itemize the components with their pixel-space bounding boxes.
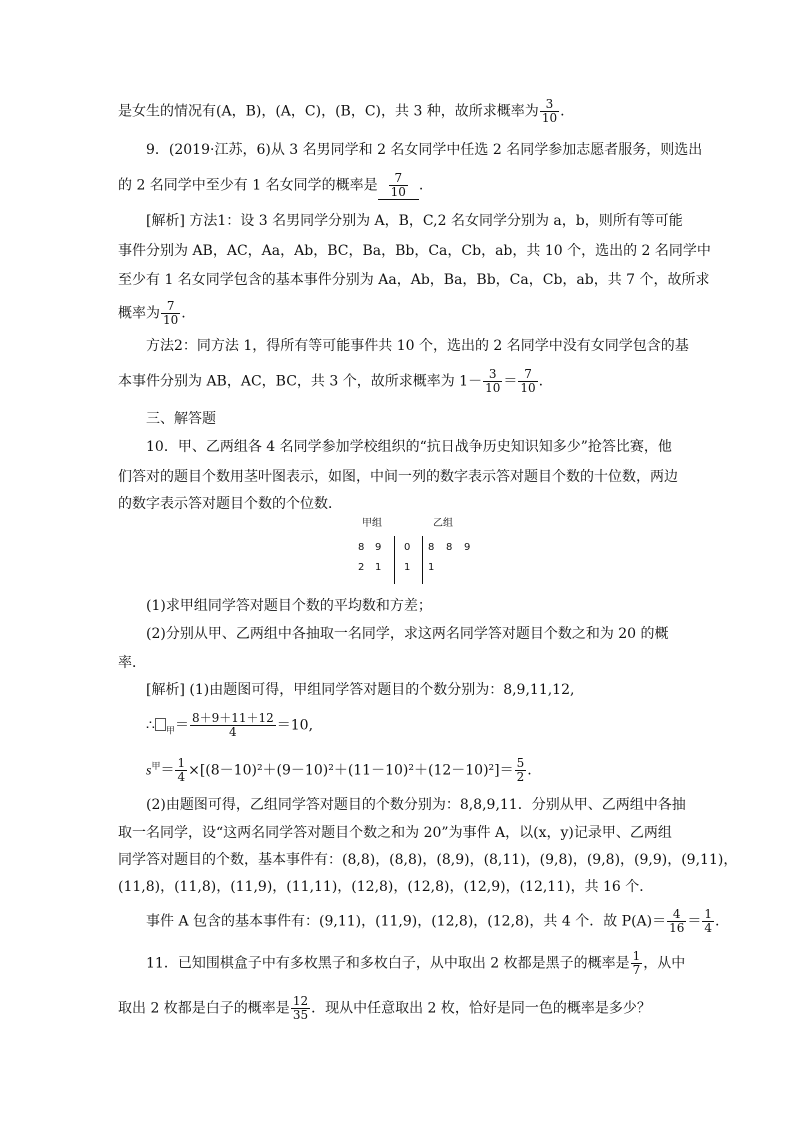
solution-9: [解析] 方法1：设 3 名男同学分别为 A，B，C,2 名女同学分别为 a，b，则所有等可能 <box>146 213 683 229</box>
solution-10-part-2: 取一名同学，设“这两名同学答对题目个数之和为 20”为事件 A，以(x，y)记录甲、乙两组 <box>118 825 672 841</box>
method-2: 本事件分别为 AB，AC，BC，共 3 个，故所求概率为 1－ $\frac{3}{10}$ ＝ $\frac{7}{10}$ . <box>118 367 544 395</box>
fraction: $\frac{7}{10}$ <box>163 299 179 327</box>
fraction: $\frac{1}{4}$ <box>177 756 186 785</box>
solution-9: 事件分别为 AB，AC，Aa，Ab，BC，Ba，Bb，Ca，Cb，ab，共 10 个，选出的 2 名同学中 <box>118 243 711 259</box>
fraction: $\frac{7}{10}$ <box>520 367 536 395</box>
fraction: $\frac{1}{7}$ <box>632 949 641 977</box>
answer-blank: $\frac{7}{10}$ <box>378 172 419 200</box>
leaf: 9 <box>375 542 382 553</box>
stem: 0 <box>404 542 411 553</box>
leaf: 1 <box>375 562 382 573</box>
question-10-part-1: (1)求甲组同学答对题目个数的平均数和方差； <box>146 598 432 614</box>
question-11: 11．已知围棋盒子中有多枚黑子和多枚白子，从中取出 2 枚都是黑子的概率是 $\frac{1}{7}$ ，从中 <box>146 949 686 977</box>
stem-and-leaf-diagram <box>340 514 500 584</box>
text: 是女生的情况有( <box>118 103 222 120</box>
fraction: $\frac{12}{35}$ <box>292 994 309 1022</box>
mean-formula: ∴ $_甲$＝ $\frac{8+9+11+12}{4}$ ＝10, <box>146 711 314 739</box>
solution-10-part-2: 同学答对题目的个数，基本事件有：(8,8)，(8,8)，(8,9)，(8,11)，(9,8)，(9,8)，(9,9)，(9,11)， <box>118 852 738 868</box>
solution-10-part-2: (2)由题图可得，乙组同学答对题目的个数分别为：8,8,9,11．分别从甲、乙两组中各抽 <box>146 797 686 813</box>
solution-10-part-2: (11,8)，(11,8)，(11,9)，(11,11)，(12,8)，(12,8)，(12,9)，(12,11)，共 16 个． <box>118 879 654 895</box>
fraction: $\frac{3}{10}$ <box>541 97 558 125</box>
leaf: 2 <box>358 562 365 573</box>
section-heading: 三、解答题 <box>146 411 216 427</box>
divider-line <box>394 536 395 584</box>
text: A，B)，(A，C)，(B，C)，共 3 种，故所求概率为 <box>221 103 539 120</box>
fraction: $\frac{4}{16}$ <box>669 907 685 935</box>
probability-result: 事件 A 包含的基本事件有：(9,11)，(11,9)，(12,8)，(12,8)，共 4 个．故 P(A)＝ $\frac{4}{16}$ ＝ $\frac{1}{4}$ . <box>146 907 720 935</box>
fraction: $\frac{1}{4}$ <box>704 907 713 935</box>
fraction: $\frac{5}{2}$ <box>516 756 525 785</box>
solution-10: [解析] (1)由题图可得，甲组同学答对题目的个数分别为：8,9,11,12, <box>146 682 575 698</box>
variance-formula: $s^甲=$ $\frac{1}{4}$ ×[(8－10)²＋(9－10)²＋(11－10)²＋(12－10)²]＝ $\frac{5}{2}$ . <box>146 756 532 785</box>
method-2: 方法2：同方法 1，得所有等可能事件共 10 个，选出的 2 名同学中没有女同学包含的基 <box>146 338 689 354</box>
question-11: 取出 2 枚都是白子的概率是 $\frac{12}{35}$ ．现从中任意取出 2 枚，恰好是同一色的概率是多少？ <box>118 994 651 1022</box>
fraction: $\frac{8+9+11+12}{4}$ <box>191 711 274 739</box>
question-10: 的数字表示答对题目个数的个位数． <box>118 496 342 512</box>
question-9-cont: 的 2 名同学中至少有 1 名女同学的概率是 $\frac{7}{10}$ . <box>118 171 424 199</box>
leaf: 9 <box>464 542 471 553</box>
leaf: 1 <box>428 562 435 573</box>
question-9: 9．(2019·江苏，6)从 3 名男同学和 2 名女同学中任选 2 名同学参加志愿者服务，则选出 <box>146 142 703 158</box>
divider-line <box>422 536 423 584</box>
question-10-part-2: 率． <box>118 655 146 671</box>
question-10-part-2: (2)分别从甲、乙两组中各抽取一名同学，求这两名同学答对题目个数之和为 20 的概 <box>146 626 669 642</box>
fraction: $\frac{3}{10}$ <box>485 367 501 395</box>
leaf: 8 <box>428 542 435 553</box>
stem: 1 <box>404 562 411 573</box>
leaf: 8 <box>358 542 365 553</box>
text-line: 是女生的情况有(A，B)，(A，C)，(B，C)，共 3 种，故所求概率为 $\frac{3}{10}$ . <box>118 97 565 125</box>
leaf: 8 <box>446 542 453 553</box>
header-right: 乙组 <box>433 518 453 529</box>
solution-9: 概率为 $\frac{7}{10}$ . <box>118 299 186 327</box>
question-10: 10．甲、乙两组各 4 名同学参加学校组织的“抗日战争历史知识知多少”抢答比赛，他 <box>146 439 672 455</box>
question-10: 们答对的题目个数用茎叶图表示，如图，中间一列的数字表示答对题目个数的十位数，两边 <box>118 469 678 485</box>
x-bar-symbol <box>155 718 166 731</box>
header-left: 甲组 <box>362 518 382 529</box>
solution-9: 至少有 1 名女同学包含的基本事件分别为 Aa，Ab，Ba，Bb，Ca，Cb，ab，共 7 个，故所求 <box>118 272 710 288</box>
